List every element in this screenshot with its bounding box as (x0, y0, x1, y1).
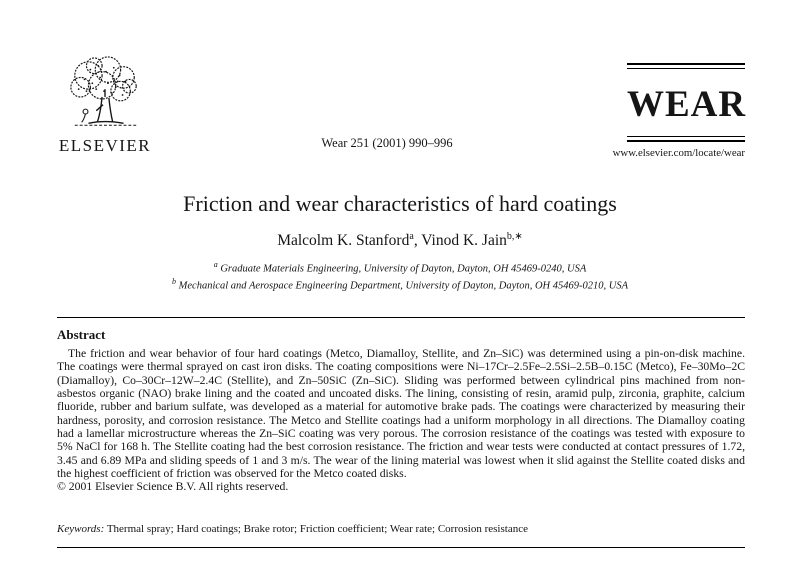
affiliations-block (0, 259, 800, 293)
abstract-top-rule (57, 317, 745, 318)
author-line (0, 231, 800, 250)
author-affiliation-mark: a (409, 231, 414, 242)
author-name: Vinod K. Jain (421, 232, 507, 250)
journal-citation: Wear 251 (2001) 990–996 (321, 136, 453, 150)
affiliation-mark: b (172, 277, 176, 286)
elsevier-tree-logo-icon (61, 56, 149, 134)
abstract-heading: Abstract (57, 327, 106, 342)
author-affiliation-mark: b,∗ (506, 231, 523, 242)
article-title: Friction and wear characteristics of hard coatings (183, 191, 617, 216)
keywords-line (57, 523, 745, 535)
journal-website-url: www.elsevier.com/locate/wear (612, 147, 745, 159)
publisher-name: ELSEVIER (58, 136, 152, 155)
masthead-bottom-rule (627, 136, 745, 142)
keywords-text: Thermal spray; Hard coatings; Brake rotor; Friction coefficient; Wear rate; Corrosion resistance (104, 523, 528, 535)
keywords-label: Keywords: (57, 523, 105, 535)
abstract-section (57, 347, 745, 494)
affiliation-line (0, 276, 800, 293)
affiliation-text: Mechanical and Aerospace Engineering Department, University of Dayton, Dayton, OH 45469-0210, USA (176, 280, 628, 292)
masthead-top-rule (627, 63, 745, 69)
abstract-text: The friction and wear behavior of four hard coatings (Metco, Diamalloy, Stellite, and Zn–SiC) was determined using a pin-on-disk machine. The coatings were thermal sprayed on cast iron disks. The coating compositions were Ni–17Cr–2.5Fe–2.5Si–2.5B–0.15C (Metco), Fe–30Mo–2C (Diamalloy), Co–30Cr–12W–2.4C (Stellite), and Zn–50SiC (Zn–SiC). Sliding was performed between cylindrical pins machined from non-asbestos organic (NAO) brake lining and the coated and uncoated disks. The lining, consisting of resin, aramid pulp, zirconia, graphite, calcium fluoride, rubber and barium sulfate, was developed as a material for automotive brake pads. The coatings were characterized by measuring their hardness, porosity, and corrosion resistance. The Metco and Stellite coatings had a uniform morphology in all directions. The Diamalloy coating had a lamellar microstructure whereas the Zn–SiC coating was very porous. The corrosion resistance of the coatings was tested with exposure to 5% NaCl for 168 h. The Stellite coating had the best corrosion resistance. The friction and wear tests were conducted at contact pressures of 1.72, 3.45 and 6.89 MPa and sliding speeds of 1 and 3 m/s. The wear of the lining material was lowest when it slid against the Stellite coated disks and the highest coefficient of friction was observed for the Metco coated disks. (57, 347, 745, 481)
affiliation-text: Graduate Materials Engineering, University of Dayton, Dayton, OH 45469-0240, USA (217, 263, 587, 275)
affiliation-mark: a (213, 260, 218, 269)
footer-rule (57, 547, 745, 548)
author-name: Malcolm K. Stanford (277, 232, 410, 250)
journal-title: WEAR (627, 84, 747, 125)
affiliation-line (0, 259, 800, 276)
copyright-line: © 2001 Elsevier Science B.V. All rights reserved. (57, 480, 289, 494)
author-separator: , (413, 232, 422, 250)
journal-masthead (612, 63, 747, 159)
